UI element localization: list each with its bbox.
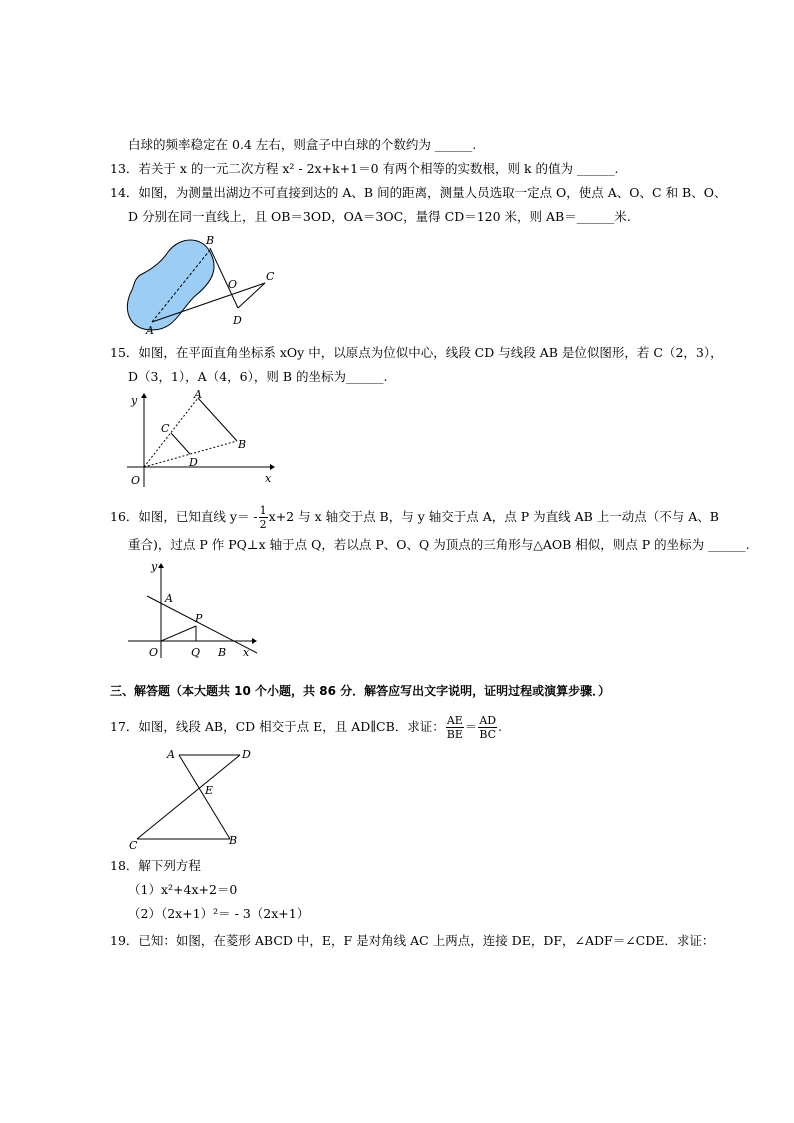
label-P: P xyxy=(195,612,203,625)
fraction-ae-be xyxy=(446,714,464,741)
y-arrow-icon xyxy=(158,563,164,568)
label-O: O xyxy=(131,474,141,487)
question-17 xyxy=(110,714,502,741)
frac-den: BE xyxy=(446,728,463,741)
label-x: x xyxy=(265,472,272,485)
label-D: D xyxy=(233,314,242,327)
label-A: A xyxy=(167,748,175,761)
question-16-line1 xyxy=(110,504,719,531)
q12-tail: 白球的频率稳定在 0.4 左右，则盒子中白球的个数约为 ______. xyxy=(128,137,477,152)
frac-num: AD xyxy=(479,714,497,727)
section-3-heading: 三、解答题（本大题共 10 个小题，共 86 分．解答应写出文字说明，证明过程或演算步骤．） xyxy=(110,684,611,698)
figure-15 xyxy=(125,390,275,490)
question-18-1: （1）x²+4x+2＝0 xyxy=(128,882,238,897)
figure-16 xyxy=(125,558,265,663)
label-D: D xyxy=(242,748,251,761)
frac-den: 2 xyxy=(259,518,267,531)
label-B: B xyxy=(238,438,247,451)
lake-shape xyxy=(127,240,214,330)
label-y: y xyxy=(151,560,158,573)
figure-17 xyxy=(125,745,250,850)
label-C: C xyxy=(129,839,138,852)
x-arrow-icon xyxy=(270,464,275,470)
label-C: C xyxy=(266,270,275,283)
fraction-one-half xyxy=(259,504,268,531)
line-CD xyxy=(137,755,240,839)
question-18: 18．解下列方程 xyxy=(110,858,201,873)
frac-num: 1 xyxy=(259,504,267,517)
x-arrow-icon xyxy=(252,638,257,644)
line-CD xyxy=(171,433,190,454)
line-OP xyxy=(161,626,196,641)
label-O: O xyxy=(228,278,238,291)
q17-pre: 17．如图，线段 AB，CD 相交于点 E，且 AD∥CB．求证： xyxy=(110,719,445,734)
frac-den: BC xyxy=(479,728,497,741)
frac-num: AE xyxy=(446,714,463,727)
label-x: x xyxy=(243,646,250,659)
q17-end: . xyxy=(498,719,503,734)
label-B: B xyxy=(206,234,215,247)
label-A: A xyxy=(194,388,202,401)
q16-pre: 16．如图，已知直线 y＝ - xyxy=(110,509,258,524)
label-O: O xyxy=(149,646,159,659)
label-y: y xyxy=(131,394,138,407)
label-A: A xyxy=(146,324,154,337)
label-A: A xyxy=(165,592,173,605)
question-15-line1: 15．如图，在平面直角坐标系 xOy 中，以原点为位似中心，线段 CD 与线段 AB 是位似图形，若 C（2，3）， xyxy=(110,345,723,360)
y-arrow-icon xyxy=(141,393,147,398)
label-C: C xyxy=(161,422,170,435)
question-15-line2: D（3，1），A（4，6），则 B 的坐标为______. xyxy=(128,369,388,384)
line-CD xyxy=(238,283,265,308)
q16-post: x+2 与 x 轴交于点 B，与 y 轴交于点 A，点 P 为直线 AB 上一动点（不与 A、B xyxy=(268,509,719,524)
label-E: E xyxy=(205,784,214,797)
line-AB xyxy=(179,755,230,839)
fraction-ad-bc xyxy=(478,714,497,741)
label-B: B xyxy=(218,646,227,659)
line-AB xyxy=(198,398,237,441)
label-Q: Q xyxy=(191,646,201,659)
label-D: D xyxy=(189,456,198,469)
question-19: 19．已知：如图，在菱形 ABCD 中，E，F 是对角线 AC 上两点，连接 DE，DF，∠ADF＝∠CDE．求证： xyxy=(110,933,715,948)
figure-14 xyxy=(120,230,290,340)
question-14-line2: D 分别在同一直线上，且 OB＝3OD，OA＝3OC，量得 CD＝120 米，则 AB＝______米. xyxy=(128,209,631,224)
q17-eq: ＝ xyxy=(464,719,478,734)
question-18-2: （2）（2x+1）²＝ - 3（2x+1） xyxy=(128,906,310,921)
question-13: 13．若关于 x 的一元二次方程 x² - 2x+k+1＝0 有两个相等的实数根，则 k 的值为 ______. xyxy=(110,161,619,176)
question-14-line1: 14．如图，为测量出湖边不可直接到达的 A、B 间的距离，测量人员选取一定点 O，使点 A、O、C 和 B、O、 xyxy=(110,185,727,200)
question-16-line2: 重合)，过点 P 作 PQ⊥x 轴于点 Q，若以点 P、O、Q 为顶点的三角形与△AOB 相似，则点 P 的坐标为 ______. xyxy=(128,537,750,552)
label-B: B xyxy=(229,834,238,847)
